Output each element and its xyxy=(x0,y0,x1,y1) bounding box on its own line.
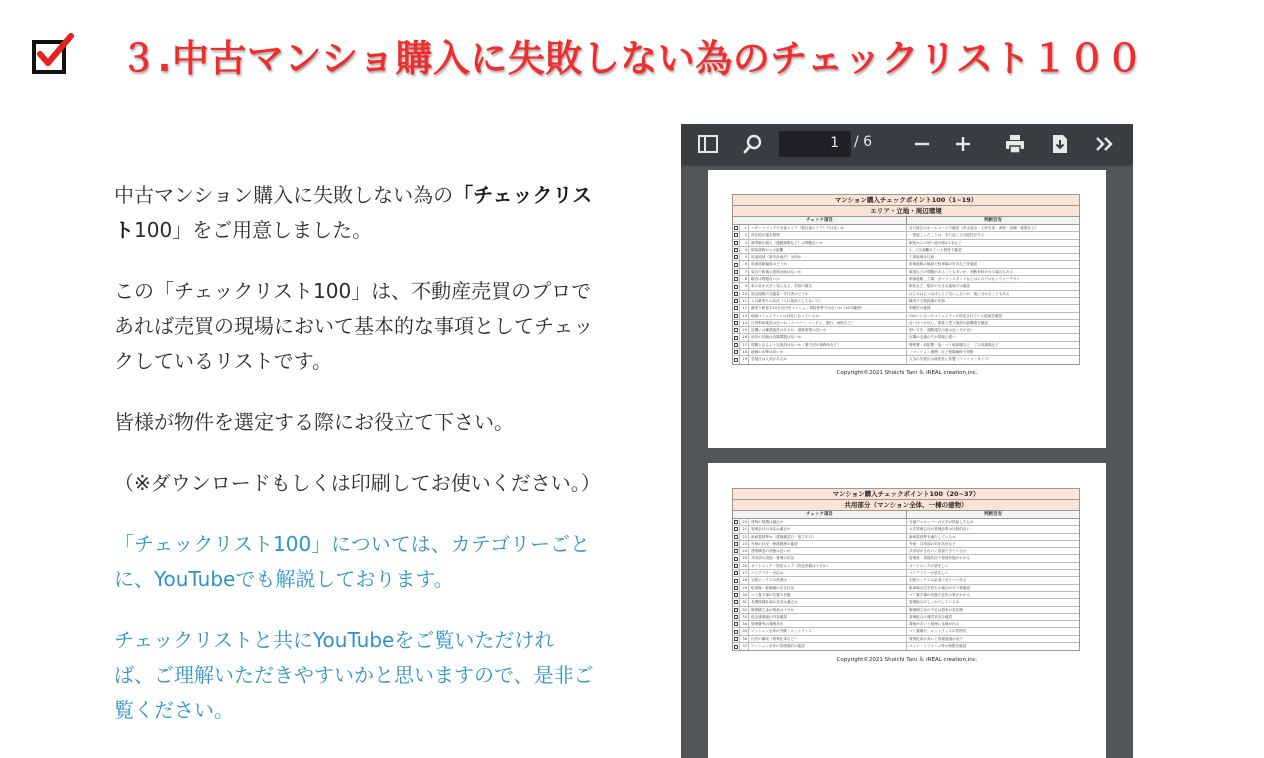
row-checkbox[interactable] xyxy=(733,283,740,289)
page-header xyxy=(28,24,1238,88)
row-item: 問題となるような施設はないか（暴力団の事務所など） xyxy=(749,342,907,348)
row-note: 管理組合がしっかりしているか xyxy=(909,600,960,605)
row-item: 総会議事録の内容確認 xyxy=(749,614,907,620)
row-checkbox[interactable] xyxy=(733,298,740,304)
checklist-row xyxy=(733,261,1079,268)
checklist-row xyxy=(733,548,1079,555)
row-note: 構成する階段場の有無 xyxy=(909,298,945,303)
row-item: 新耐震基準か（建築確認日・竣工年月） xyxy=(749,534,907,540)
checkbox-icon xyxy=(734,241,738,245)
row-checkbox[interactable] xyxy=(733,349,740,355)
checkbox-icon xyxy=(734,263,738,267)
row-checkbox[interactable] xyxy=(733,628,740,634)
checklist-row xyxy=(733,570,1079,577)
row-item: バリアフリー対応は xyxy=(749,570,907,576)
checklist-sheet-1 xyxy=(732,194,1080,365)
row-note: 幹線道路、工場、ガソリンスタンドなどは入口ではなくウォークダイ xyxy=(909,277,1021,282)
checklist-row xyxy=(733,607,1079,614)
row-number: 34 xyxy=(740,621,749,627)
row-note: 人気の学校区は資産性に影響（ファミリータイプ） xyxy=(909,357,992,362)
checkbox-icon xyxy=(734,299,738,303)
checkbox-icon xyxy=(734,255,738,259)
row-number: 20 xyxy=(740,519,749,525)
row-item: 用途地域（都市計画法）は何か xyxy=(749,254,907,260)
checklist-sheet-2 xyxy=(732,488,1080,651)
row-checkbox[interactable] xyxy=(733,570,740,576)
row-checkbox[interactable] xyxy=(733,548,740,554)
row-note: 明い方を、通勤通学の道は近い方が良い xyxy=(909,328,974,333)
checkbox-icon xyxy=(734,248,738,252)
row-checkbox[interactable] xyxy=(733,276,740,282)
checkbox-icon xyxy=(734,314,738,318)
page-title: ３.中古マンショ購入に失敗しない為のチェックリスト１００ xyxy=(120,37,1144,80)
row-number: 28 xyxy=(740,577,749,583)
checkbox-icon xyxy=(734,600,738,604)
row-note: 駐車場は空き待ちの場合があり要確認 xyxy=(909,585,971,590)
checklist-row xyxy=(733,298,1079,305)
checkbox-icon xyxy=(734,527,738,531)
checkbox-icon xyxy=(734,608,738,612)
checklist-row xyxy=(733,599,1079,606)
youtube-note-paragraph: 「チェックリスト100」については、カテゴリーごとに、YouTubeでも解説しております。 xyxy=(114,532,590,591)
checklist-row xyxy=(733,313,1079,320)
checkbox-icon xyxy=(734,564,738,568)
row-item: 周辺道路の交通量・歩行者はどうか xyxy=(749,291,907,297)
row-item: 宅配ボックスの設置は xyxy=(749,577,907,583)
checkbox-icon xyxy=(734,343,738,347)
row-checkbox[interactable] xyxy=(733,555,740,561)
row-checkbox[interactable] xyxy=(733,563,740,569)
checklist-rows xyxy=(732,225,1080,365)
checkbox-icon xyxy=(734,637,738,641)
checklist-row xyxy=(733,614,1079,621)
zoom-in-icon[interactable] xyxy=(951,132,975,156)
row-note: 1、２区画離れている程度で確認 xyxy=(909,247,962,252)
checklist-row xyxy=(733,621,1079,628)
intro-text-a: 中古マンション購入に失敗しない為の xyxy=(114,183,454,207)
row-number: 5 xyxy=(740,254,749,260)
row-checkbox[interactable] xyxy=(733,592,740,598)
row-number: 4 xyxy=(740,247,749,253)
checkbox-icon xyxy=(734,358,738,362)
row-checkbox[interactable] xyxy=(733,519,740,525)
youtube-invite-paragraph: チェックリストと共にYouTubeをご覧いただければ、ご理解いただきやすいかと思いますので、是非ご覧ください。 xyxy=(114,628,594,722)
zoom-out-icon[interactable] xyxy=(910,132,934,156)
row-item: 長期修繕計画の状況は適正か xyxy=(749,599,907,605)
checklist-row xyxy=(733,526,1079,533)
checkbox-icon xyxy=(734,277,738,281)
row-checkbox[interactable] xyxy=(733,614,740,620)
row-note: 修繕積立金の不足は将来の負担増 xyxy=(909,607,963,612)
intro-paragraph-2: この「チェックリスト100」は、不動産売買のプロであれば売買の現場において基本的な事項としてチェックしているリストです。 xyxy=(114,279,594,373)
checkbox-icon xyxy=(734,520,738,524)
row-number: 32 xyxy=(740,607,749,613)
row-note: オートロックが望ましい xyxy=(909,563,949,568)
row-checkbox[interactable] xyxy=(733,636,740,642)
row-note: 各行政区のホームページで確認（洪水浸水・土砂災害・津波・高潮・地震など） xyxy=(909,226,1039,230)
row-number: 7 xyxy=(740,269,749,275)
row-item: 前面道路幅員はどうか xyxy=(749,261,907,267)
row-note: 環境などの問題があることも多いが、判断材料がなる場合もある xyxy=(909,269,1014,274)
row-note: 管理員・清掃状況で管理状態がわかる xyxy=(909,556,971,561)
checkbox-icon xyxy=(734,285,738,289)
row-checkbox[interactable] xyxy=(733,291,740,297)
row-note: 賃貸化率が高いと管理意識が低下 xyxy=(909,636,963,641)
checklist-row xyxy=(733,320,1079,327)
intro-text-d: をご用意しました。 xyxy=(192,218,373,242)
checkbox-icon xyxy=(734,557,738,561)
row-checkbox[interactable] xyxy=(733,526,740,532)
intro-paragraph-4: （※ダウンロードもしくは印刷してお使いください。） xyxy=(114,471,601,495)
row-item: 外壁の状況・修繕履歴の確認 xyxy=(749,541,907,547)
row-note: はじめはじつはほとんど気にしないが、後に分かることもある xyxy=(909,291,1010,296)
checklist-row xyxy=(733,628,1079,635)
checkbox-icon xyxy=(734,586,738,590)
checklist-row xyxy=(733,327,1079,334)
row-checkbox[interactable] xyxy=(733,232,740,238)
row-number: 12 xyxy=(740,305,749,311)
search-icon[interactable] xyxy=(741,132,765,156)
row-number: 14 xyxy=(740,320,749,326)
row-number: 17 xyxy=(740,342,749,348)
checklist-row xyxy=(733,636,1079,643)
sheet-heading: マンション購入チェックポイント100（20~37） xyxy=(732,488,1080,500)
row-number: 10 xyxy=(740,291,749,297)
print-icon[interactable] xyxy=(1003,132,1027,156)
checklist-row xyxy=(733,276,1079,283)
row-checkbox[interactable] xyxy=(733,327,740,333)
sheet-column-header xyxy=(732,511,1080,519)
row-note: 管理組合の運営状況を確認 xyxy=(909,614,953,619)
checkbox-icon xyxy=(734,615,738,619)
row-note: 近隣の交番の方が情報に強い xyxy=(909,335,956,340)
row-number: 19 xyxy=(740,356,749,363)
row-number: 3 xyxy=(740,240,749,246)
row-item: 最寄り駅徒歩10分以内をマンション供給基準ではないか（10分範囲） xyxy=(749,305,907,311)
download-icon[interactable] xyxy=(1048,132,1072,156)
checklist-row xyxy=(733,534,1079,541)
row-number: 25 xyxy=(740,555,749,561)
row-number: 6 xyxy=(740,261,749,267)
row-item: 修繕積立金の残高は十分か xyxy=(749,607,907,613)
checkbox-icon xyxy=(734,549,738,553)
row-item: 近隣には嫌悪施設はあるか、道路事情は近いか xyxy=(749,327,907,333)
row-number: 1 xyxy=(740,225,749,231)
row-item: 管理会社の対応は適正か xyxy=(749,526,907,532)
page-number-input[interactable]: 1 xyxy=(779,131,851,157)
col-item-header: チェック項目 xyxy=(733,217,907,224)
row-checkbox[interactable] xyxy=(733,342,740,348)
row-number: 37 xyxy=(740,643,749,650)
copyright-text: Copyright©2021 Shoichi Tani ＆ iREAL creation,inc. xyxy=(836,657,978,663)
page-total: / 6 xyxy=(854,134,873,150)
row-item: 治安の状態は近隣問題はないか xyxy=(749,334,907,340)
checkbox-icon xyxy=(734,292,738,296)
row-note: 向かいに合ったコミュニティが形成されている地域を確認 xyxy=(909,313,1003,318)
row-number: 31 xyxy=(740,599,749,605)
row-note: 駅前など、騒音の大きな地域では確認 xyxy=(909,284,971,289)
row-checkbox[interactable] xyxy=(733,240,740,246)
checklist-row xyxy=(733,305,1079,312)
row-number: 24 xyxy=(740,548,749,554)
row-note: 滞納が多いと管理に支障が出る xyxy=(909,622,960,627)
checkbox-icon xyxy=(734,328,738,332)
row-note: 大手管理会社の管理品質は比較的良い xyxy=(909,527,971,532)
row-item: 住民の構成（賃貸化率など） xyxy=(749,636,907,642)
row-number: 29 xyxy=(740,585,749,591)
checklist-row xyxy=(733,269,1079,276)
checklist-row xyxy=(733,240,1079,247)
checkbox-icon xyxy=(734,622,738,626)
row-number: 33 xyxy=(740,614,749,620)
row-number: 22 xyxy=(740,534,749,540)
checkbox-icon xyxy=(734,321,738,325)
row-checkbox[interactable] xyxy=(733,254,740,260)
row-item: 建物構造の状態は良いか xyxy=(749,548,907,554)
checkbox-icon xyxy=(734,270,738,274)
row-note: 一度起こったことは、また起こる可能性がある xyxy=(909,233,985,238)
checklist-row xyxy=(733,541,1079,548)
row-number: 21 xyxy=(740,526,749,532)
row-item: 建物の規模は適正か xyxy=(749,519,907,525)
row-note: 分譲デベロッパーの大手が供給したもの xyxy=(909,520,974,524)
row-item: 周辺で新築の建物計画はないか xyxy=(749,269,907,275)
pdf-toolbar xyxy=(681,124,1133,164)
row-number: 8 xyxy=(740,276,749,282)
checklist-row xyxy=(733,519,1079,526)
row-note: ペット・リフォーム等の制限を確認 xyxy=(909,644,967,649)
checklist-row xyxy=(733,247,1079,254)
checkbox-icon xyxy=(734,645,738,649)
pdf-page-1 xyxy=(708,170,1106,448)
col-note-header: 判断目安 xyxy=(984,512,1002,517)
checkbox-icon xyxy=(734,226,738,230)
row-checkbox[interactable] xyxy=(733,534,740,540)
row-number: 15 xyxy=(740,327,749,333)
checklist-row xyxy=(733,563,1079,570)
row-number: 26 xyxy=(740,563,749,569)
row-item: 日常利用施設は近いか（スーパー、コンビニ、銀行、病院など） xyxy=(749,320,907,326)
row-item: オートロック・防犯カメラ（防犯設備は十分か） xyxy=(749,563,907,569)
row-item: 駅前道路からの距離 xyxy=(749,247,907,253)
row-note: 宅配ボックスは必須になりつつある xyxy=(909,578,967,583)
intro-paragraph-3: 皆様が物件を選定する際にお役立て下さい。 xyxy=(114,410,514,434)
row-item: 最寄駅の個人（通勤経路など）は問題ないか xyxy=(749,240,907,246)
col-item-header: チェック項目 xyxy=(733,511,907,518)
copyright-text: Copyright©2021 Shoichi Tani ＆ iREAL creation,inc. xyxy=(836,370,978,376)
row-note: 新耐震基準を満たしているか xyxy=(909,534,956,539)
row-item: 車の音が大きく気になる、学校の騒音 xyxy=(749,283,907,289)
row-checkbox[interactable] xyxy=(733,577,740,583)
row-note: ゴミ置き場の状態で住民の質がわかる xyxy=(909,592,971,597)
col-note-header: 判断目安 xyxy=(984,218,1002,223)
row-checkbox[interactable] xyxy=(733,643,740,650)
row-number: 27 xyxy=(740,570,749,576)
row-item: 管理費等の滞納状況 xyxy=(749,621,907,627)
row-note: 駅前からの使い道や路が1本など xyxy=(909,240,962,245)
row-note: 工業地域は注意 xyxy=(909,255,935,260)
row-checkbox[interactable] xyxy=(733,305,740,311)
more-tools-icon[interactable] xyxy=(1093,132,1117,156)
row-note: 警察署・消防署・塩・ゴミ焼却場など、ごみ処理場など xyxy=(909,342,999,347)
checkbox-icon xyxy=(734,630,738,634)
checklist-row xyxy=(733,349,1079,356)
sheet-heading: マンション購入チェックポイント100（1~19） xyxy=(732,194,1080,206)
sheet-column-header xyxy=(732,217,1080,225)
row-checkbox[interactable] xyxy=(733,621,740,627)
row-note: ゴミ置場や、エントランスの雰囲気 xyxy=(909,629,967,634)
checklist-row xyxy=(733,225,1079,232)
row-checkbox[interactable] xyxy=(733,261,740,267)
row-item: 地価の水準は高いか xyxy=(749,349,907,355)
row-number: 23 xyxy=(740,541,749,547)
row-note: 利便性の確保 xyxy=(909,306,931,311)
row-item: 駐車場・駐輪場の空き状況 xyxy=(749,585,907,591)
row-item: 入口最寄りの状況（入口施設としてない方） xyxy=(749,298,907,304)
row-checkbox[interactable] xyxy=(733,541,740,547)
row-checkbox[interactable] xyxy=(733,320,740,326)
row-item: 騒音は問題ないか xyxy=(749,276,907,282)
checklist-row xyxy=(733,585,1079,592)
checkbox-icon xyxy=(734,571,738,575)
checklist-row xyxy=(733,291,1079,298)
row-checkbox[interactable] xyxy=(733,599,740,605)
row-note: 「マンション指標」など相場価格で判断 xyxy=(909,350,974,355)
sheet-subheading: 共用部分（マンション全体、一棟の建物） xyxy=(732,500,1080,511)
row-checkbox[interactable] xyxy=(733,247,740,253)
row-note: バリアフリーが望ましい xyxy=(909,571,949,576)
checkbox-icon xyxy=(734,593,738,597)
checklist-row xyxy=(733,254,1079,261)
checklist-row xyxy=(733,577,1079,584)
checklist-row xyxy=(733,555,1079,562)
checkbox-icon xyxy=(734,233,738,237)
intro-text xyxy=(114,178,601,754)
checklist-row xyxy=(733,643,1079,650)
row-number: 36 xyxy=(740,636,749,642)
row-number: 18 xyxy=(740,349,749,355)
row-item: マンション全体の管理規約の確認 xyxy=(749,643,907,650)
checklist-rows xyxy=(732,519,1080,651)
checklist-row xyxy=(733,592,1079,599)
row-number: 16 xyxy=(740,334,749,340)
row-checkbox[interactable] xyxy=(733,269,740,275)
row-item: マンション全体の外観・エントランス xyxy=(749,628,907,634)
checkbox-icon xyxy=(734,535,738,539)
checkbox-icon xyxy=(734,542,738,546)
checkbox-checked-icon xyxy=(31,32,75,76)
checkbox-icon xyxy=(734,579,738,583)
row-item: 学校区は人気があるか xyxy=(749,356,907,363)
row-number: 2 xyxy=(740,232,749,238)
checklist-row xyxy=(733,283,1079,290)
row-item: ハザードマップで水害エリア（要注意エリア）ではないか xyxy=(749,225,907,231)
checkbox-icon xyxy=(734,306,738,310)
row-number: 30 xyxy=(740,592,749,598)
checklist-row xyxy=(733,342,1079,349)
row-item: 所在地の過去履歴 xyxy=(749,232,907,238)
row-item: 地域コミュニティとは良好に合っているか xyxy=(749,313,907,319)
row-number: 11 xyxy=(740,298,749,304)
sidebar-toggle-icon[interactable] xyxy=(696,132,720,156)
intro-text-c: 100」 xyxy=(134,218,193,242)
row-item: ゴミ置き場の位置や状態 xyxy=(749,592,907,598)
row-number: 9 xyxy=(740,283,749,289)
checklist-row xyxy=(733,334,1079,341)
row-checkbox[interactable] xyxy=(733,585,740,591)
sheet-subheading: エリア・立地・周辺環境 xyxy=(732,206,1080,217)
intro-paragraph-1 xyxy=(114,178,594,248)
row-checkbox[interactable] xyxy=(733,334,740,340)
row-note: 外壁・共用部の劣化状況など xyxy=(909,541,956,546)
row-note: 前面道路の幅員で駐車場の可否などを確認 xyxy=(909,262,978,267)
row-note: 近いほうが良い。重要と思う施設の距離感を確認 xyxy=(909,320,989,325)
row-note: 共用部がきれいに清掃できているか xyxy=(909,549,967,554)
pdf-viewer[interactable] xyxy=(681,124,1133,758)
checkbox-icon xyxy=(734,350,738,354)
row-item: 共用部の清掃・管理の状況 xyxy=(749,555,907,561)
row-number: 35 xyxy=(740,628,749,634)
row-checkbox[interactable] xyxy=(733,225,740,231)
row-checkbox[interactable] xyxy=(733,356,740,363)
intro-bold-title-a: 「チェックリスト xyxy=(114,183,593,242)
checklist-row xyxy=(733,356,1079,363)
checkbox-icon xyxy=(734,336,738,340)
row-checkbox[interactable] xyxy=(733,313,740,319)
pdf-page-2 xyxy=(708,463,1106,758)
row-number: 13 xyxy=(740,313,749,319)
row-checkbox[interactable] xyxy=(733,607,740,613)
checklist-row xyxy=(733,232,1079,239)
